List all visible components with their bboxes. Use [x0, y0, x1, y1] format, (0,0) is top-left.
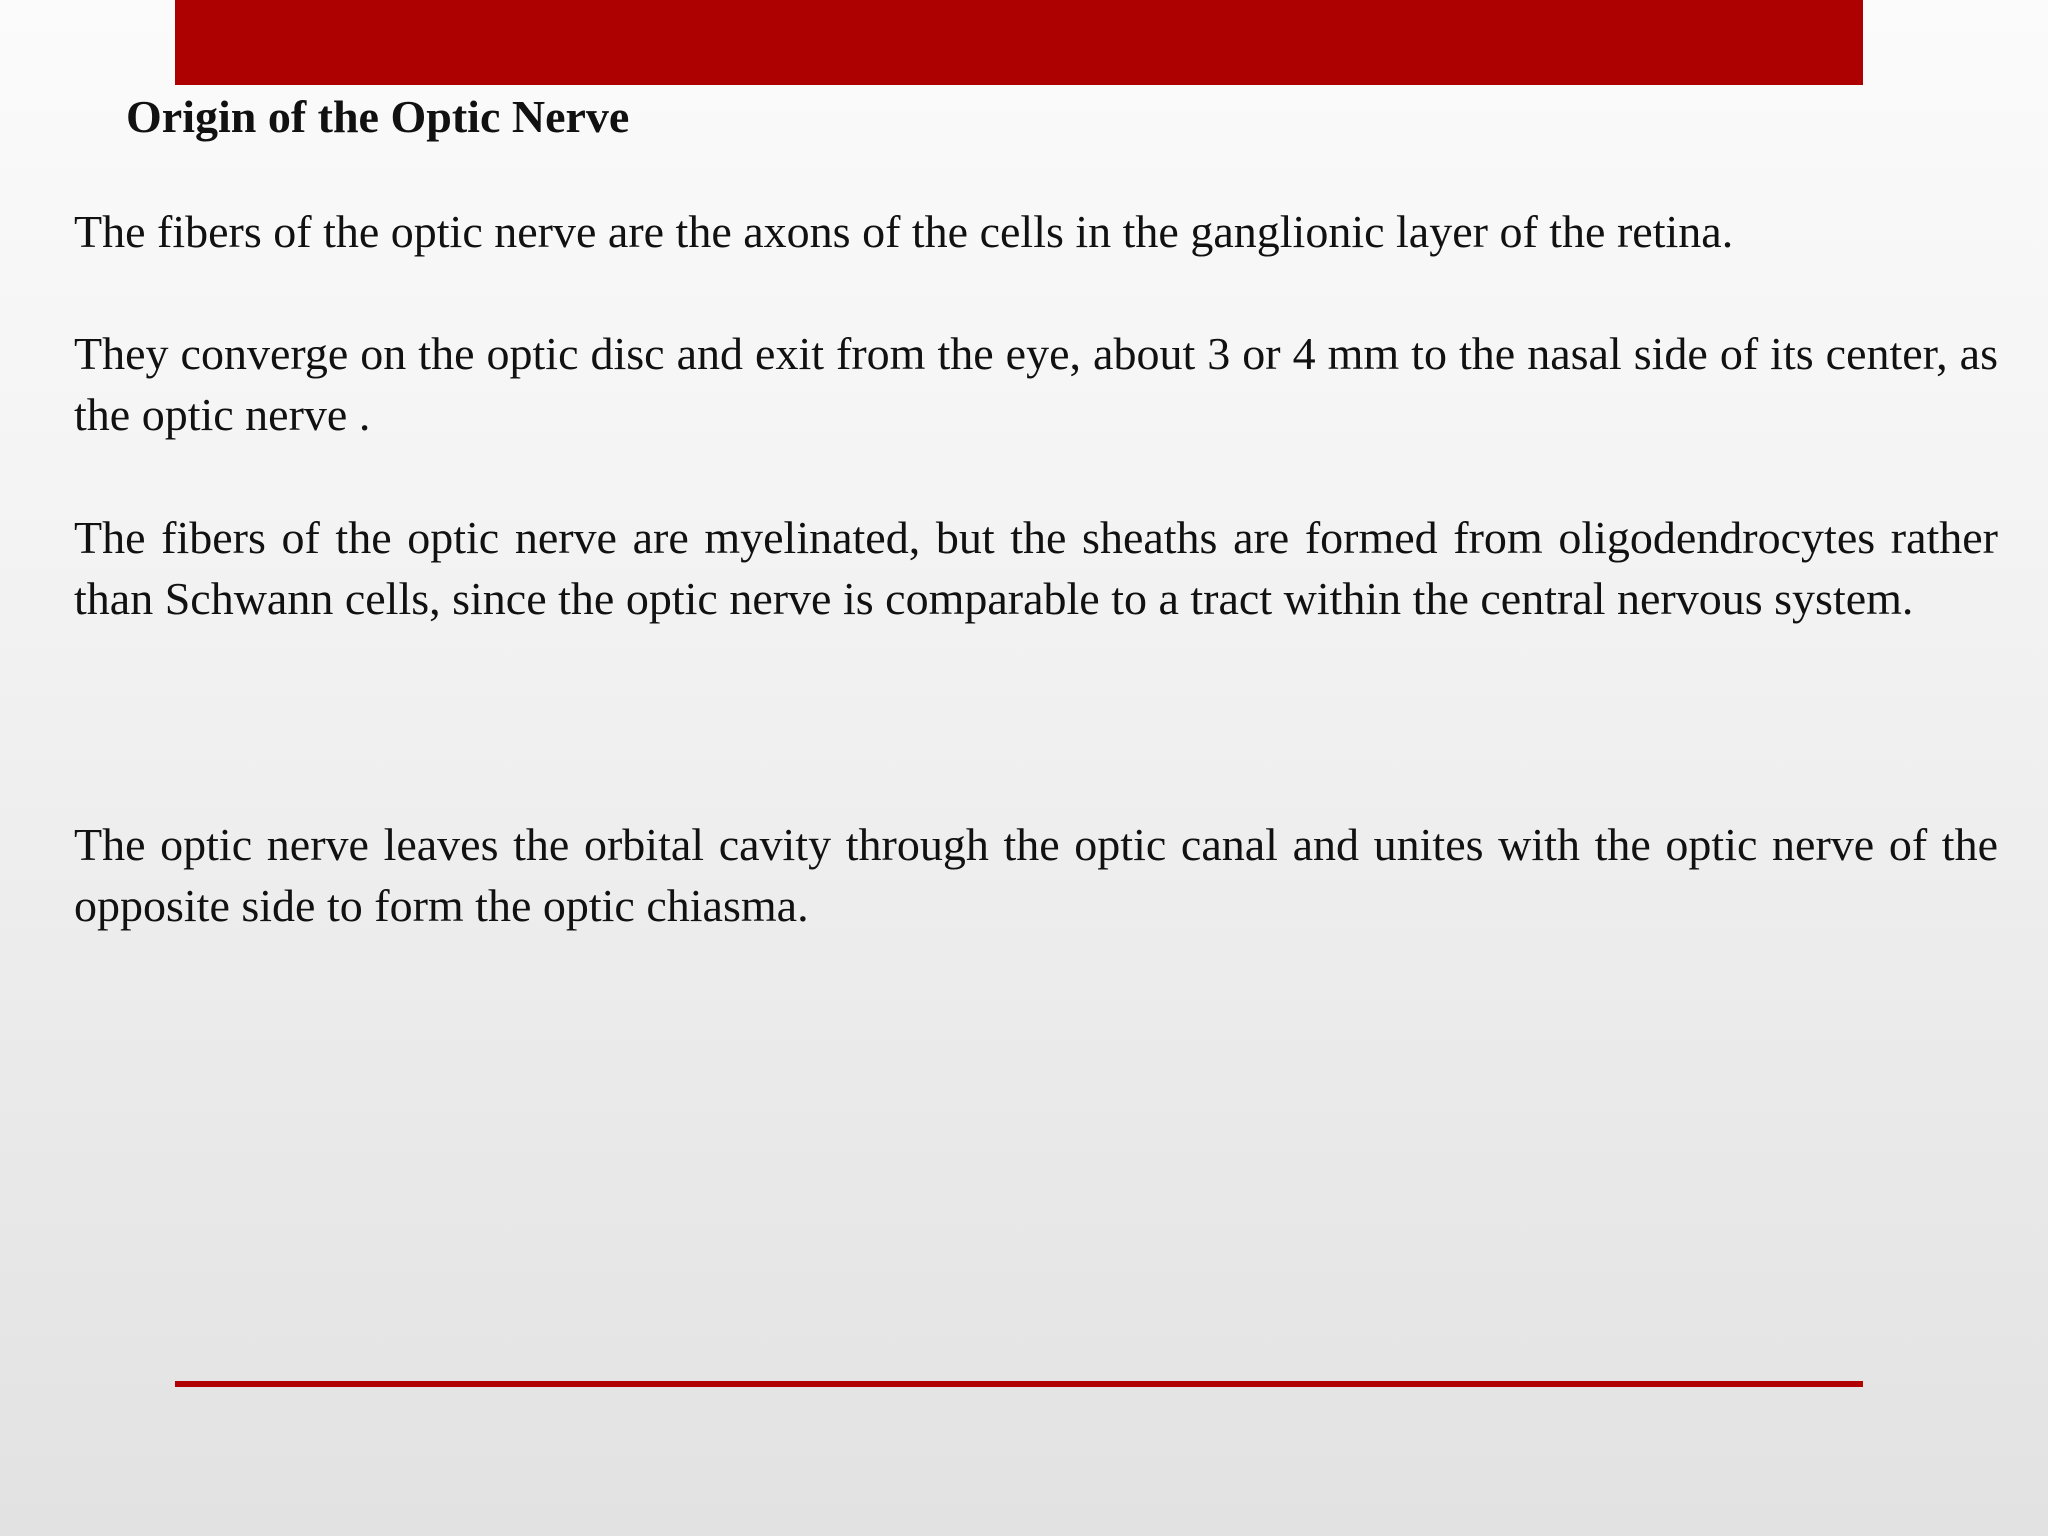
paragraph-ganglion-axons: The fibers of the optic nerve are the axons of the cells in the ganglionic layer of the retina.	[74, 206, 1734, 257]
paragraph-optic-chiasma: The optic nerve leaves the orbital cavity through the optic canal and unites with the optic nerve of the opposite side to form the optic chiasma.	[74, 819, 1998, 931]
top-accent-bar	[175, 0, 1863, 85]
paragraph-myelination: The fibers of the optic nerve are myelinated, but the sheaths are formed from oligodendrocytes rather than Schwann cells, since the optic nerve is comparable to a tract within the central nervous system.	[74, 512, 1998, 624]
paragraph-optic-disc-exit: They converge on the optic disc and exit from the eye, about 3 or 4 mm to the nasal side of its center, as the optic nerve .	[74, 328, 1998, 440]
bottom-divider	[175, 1381, 1863, 1387]
slide-title: Origin of the Optic Nerve	[126, 91, 630, 142]
